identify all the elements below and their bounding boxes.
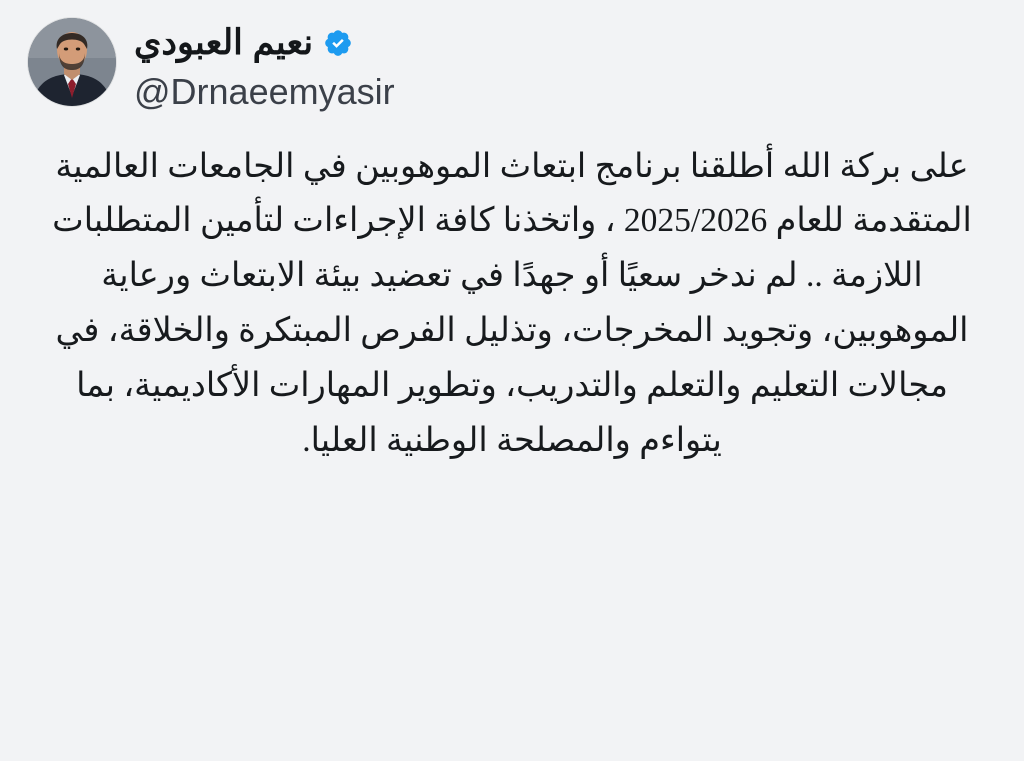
display-name-row [134,24,353,63]
tweet-header [28,18,996,114]
display-name[interactable]: نعيم العبودي [134,23,314,62]
avatar-image [28,18,116,106]
verified-badge-icon [323,28,353,58]
tweet-text: على بركة الله أطلقنا برنامج ابتعاث الموهوبين في الجامعات العالمية المتقدمة للعام 2025/2026 ، واتخذنا كافة الإجراءات لتأمين المتطلبات اللازمة .. لم ندخر سعيًا أو جهدًا في تعضيد بيئة الابتعاث ورعاية الموهوبين، وتجويد المخرجات، وتذليل الفرص المبتكرة والخلاقة، في مجالات التعليم والتعلم والتدريب، وتطوير المهارات الأكاديمية، بما يتواءم والمصلحة الوطنية العليا. [52,147,972,460]
avatar[interactable] [28,18,116,106]
author-names [134,18,395,114]
author-handle[interactable]: @Drnaeemyasir [134,70,395,112]
